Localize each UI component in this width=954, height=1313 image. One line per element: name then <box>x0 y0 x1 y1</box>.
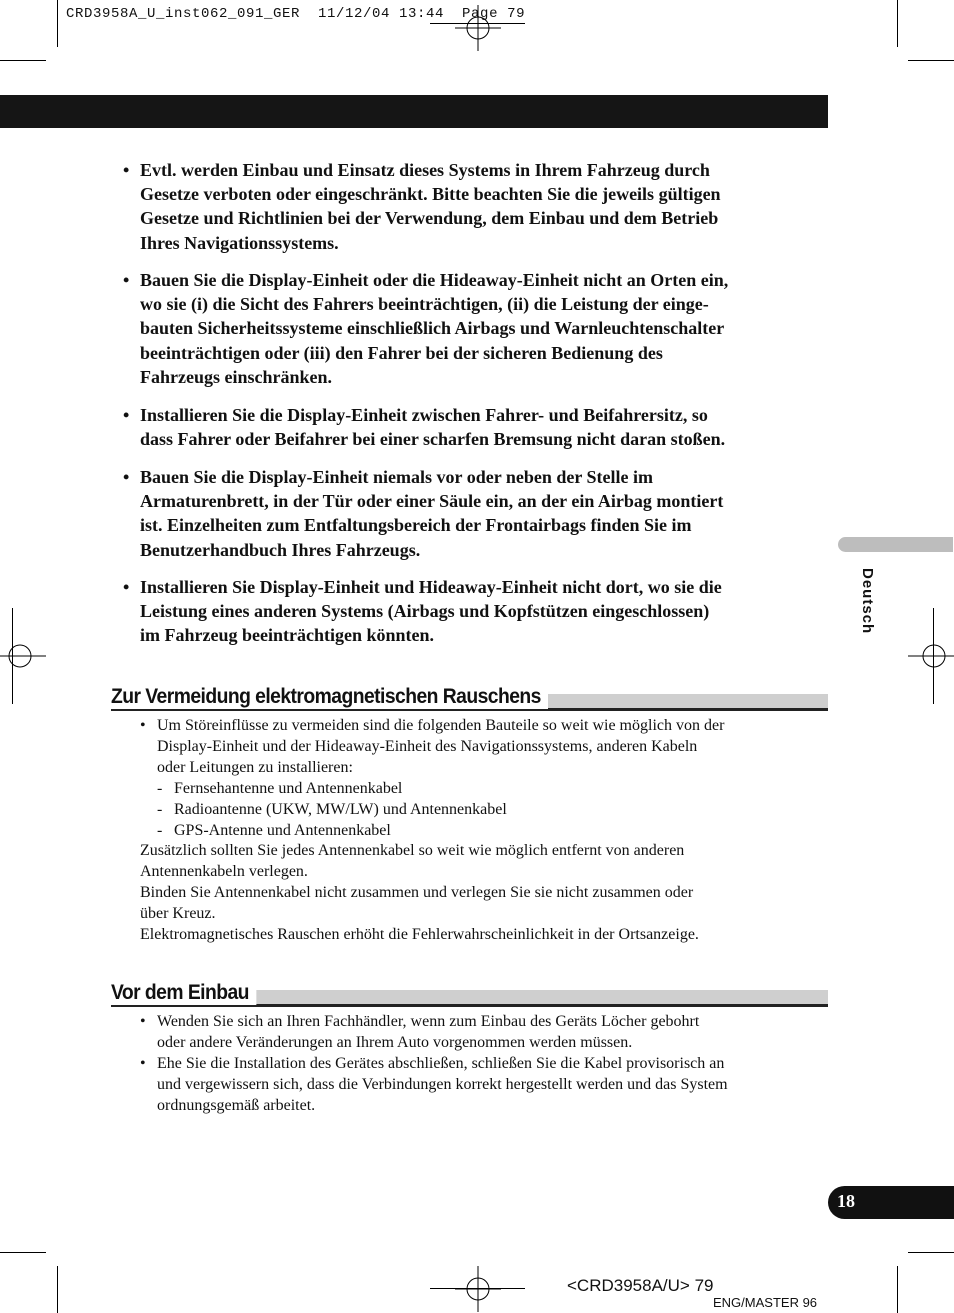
warning-line: Bauen Sie die Display-Einheit oder die Hideaway-Einheit nicht an Orten ein, <box>140 270 729 290</box>
file-slug: CRD3958A_U_inst062_091_GER 11/12/04 13:44 Page 79 <box>66 6 526 22</box>
sub-item-text: Fernsehantenne und Antennenkabel <box>174 779 403 797</box>
section-body <box>140 716 820 946</box>
section-heading <box>111 981 828 1007</box>
page-number: 18 <box>837 1191 855 1211</box>
crop-mark <box>57 1266 58 1313</box>
warning-line: Installieren Sie die Display-Einheit zwischen Fahrer- und Beifahrersitz, so <box>140 405 708 425</box>
registration-line <box>430 23 525 24</box>
bullet: • <box>123 467 130 487</box>
page-number-badge <box>828 1186 954 1219</box>
text-line: Ehe Sie die Installation des Gerätes abschließen, schließen Sie die Kabel provisorisch an <box>157 1054 725 1072</box>
warning-line: Evtl. werden Einbau und Einsatz dieses Systems in Ihrem Fahrzeug durch <box>140 160 710 180</box>
warning-line: Bauen Sie die Display-Einheit niemals vor oder neben der Stelle im <box>140 467 654 487</box>
dash: - <box>157 800 163 818</box>
sub-item <box>157 779 820 800</box>
text-line: Elektromagnetisches Rauschen erhöht die Fehlerwahrscheinlichkeit in der Ortsanzeige. <box>140 926 699 944</box>
dash: - <box>157 779 163 797</box>
section-body <box>140 1012 820 1117</box>
sub-item-text: GPS-Antenne und Antennenkabel <box>174 821 391 839</box>
bullet: • <box>140 1054 146 1072</box>
text-line: Wenden Sie sich an Ihren Fachhändler, wenn zum Einbau des Geräts Löcher gebohrt <box>157 1013 700 1030</box>
warning-item <box>123 403 813 451</box>
registration-line <box>430 1288 525 1289</box>
warning-item <box>123 268 813 389</box>
bullet: • <box>123 160 130 180</box>
warning-line: Installieren Sie Display-Einheit und Hideaway-Einheit nicht dort, wo sie die <box>140 577 722 597</box>
footer-code: <CRD3958A/U> 79 <box>567 1276 714 1295</box>
text-line: Binden Sie Antennenkabel nicht zusammen und verlegen Sie sie nicht zusammen oder <box>140 884 694 902</box>
bullet: • <box>140 1013 146 1030</box>
section-title: Zur Vermeidung elektromagnetischen Rauschens <box>111 685 548 709</box>
warning-line: beeinträchtigen oder (iii) den Fahrer bei der sicheren Bedienung des <box>140 342 663 363</box>
list-item <box>140 1054 820 1117</box>
warning-line: wo sie (i) die Sicht des Fahrers beeinträchtigen, (ii) die Leistung der einge- <box>140 294 709 315</box>
warning-line: Leistung eines anderen Systems (Airbags und Kopfstützen eingeschlossen) <box>140 601 710 622</box>
bullet: • <box>123 577 130 597</box>
text-line: Antennenkabeln verlegen. <box>140 863 308 881</box>
warning-line: dass Fahrer oder Beifahrer bei einer scharfen Bremsung nicht daran stoßen. <box>140 429 726 450</box>
warning-line: Armaturenbrett, in der Tür oder einer Säule ein, an der ein Airbag montiert <box>140 491 724 512</box>
language-tab <box>838 537 953 552</box>
text-line: ordnungsgemäß arbeitet. <box>157 1096 316 1114</box>
warning-line: Gesetze und Richtlinien bei der Verwendung, dem Einbau und dem Betrieb <box>140 208 719 229</box>
warning-item <box>123 465 813 562</box>
section-heading <box>111 685 828 711</box>
sub-item <box>157 800 820 821</box>
warning-line: Gesetze verboten oder eingeschränkt. Bitte beachten Sie die jeweils gültigen <box>140 184 721 205</box>
warning-line: Benutzerhandbuch Ihres Fahrzeugs. <box>140 539 421 560</box>
text-line: oder andere Veränderungen an Ihrem Auto vorgenommen werden müssen. <box>157 1033 633 1051</box>
sub-item-text: Radioantenne (UKW, MW/LW) und Antennenkabel <box>174 800 507 818</box>
language-label: Deutsch <box>859 568 876 635</box>
crop-mark <box>897 1266 898 1313</box>
warning-line: ist. Einzelheiten zum Entfaltungsbereich der Frontairbags finden Sie im <box>140 515 692 536</box>
warning-line: bauten Sicherheitssysteme einschließlich Airbags und Warnleuchtenschalter <box>140 318 725 339</box>
registration-mark-right <box>908 633 954 679</box>
crop-mark <box>897 0 898 47</box>
header-bar <box>0 95 828 128</box>
bullet: • <box>123 405 130 425</box>
paragraph <box>140 841 820 946</box>
registration-mark-left <box>0 633 46 679</box>
bullet: • <box>140 717 146 734</box>
text-line: und vergewissern sich, dass die Verbindungen korrekt hergestellt werden und das System <box>157 1075 728 1093</box>
crop-mark <box>0 60 46 61</box>
warning-line: im Fahrzeug beeinträchtigen könnten. <box>140 625 434 646</box>
warning-item <box>123 158 813 255</box>
warning-line: Ihres Navigationssystems. <box>140 232 339 253</box>
bullet: • <box>123 270 130 290</box>
list-item <box>140 716 820 841</box>
text-line: über Kreuz. <box>140 905 216 923</box>
section-title: Vor dem Einbau <box>111 981 256 1005</box>
registration-mark-bottom <box>455 1266 501 1312</box>
sub-item <box>157 821 820 842</box>
list-item <box>140 1012 820 1054</box>
warning-line: Fahrzeugs einschränken. <box>140 366 333 387</box>
crop-mark <box>908 1252 954 1253</box>
crop-mark <box>0 1252 46 1253</box>
text-line: Display-Einheit und der Hideaway-Einheit des Navigationssystems, anderen Kabeln <box>157 737 698 755</box>
footer-master: ENG/MASTER 96 <box>713 1295 818 1310</box>
dash: - <box>157 821 163 839</box>
text-line: Um Störeinflüsse zu vermeiden sind die folgenden Bauteile so weit wie möglich von der <box>157 717 725 734</box>
text-line: oder Leitungen zu installieren: <box>157 758 353 776</box>
text-line: Zusätzlich sollten Sie jedes Antennenkabel so weit wie möglich entfernt von anderen <box>140 842 685 860</box>
crop-mark <box>57 0 58 47</box>
warning-item <box>123 575 813 648</box>
crop-mark <box>908 60 954 61</box>
